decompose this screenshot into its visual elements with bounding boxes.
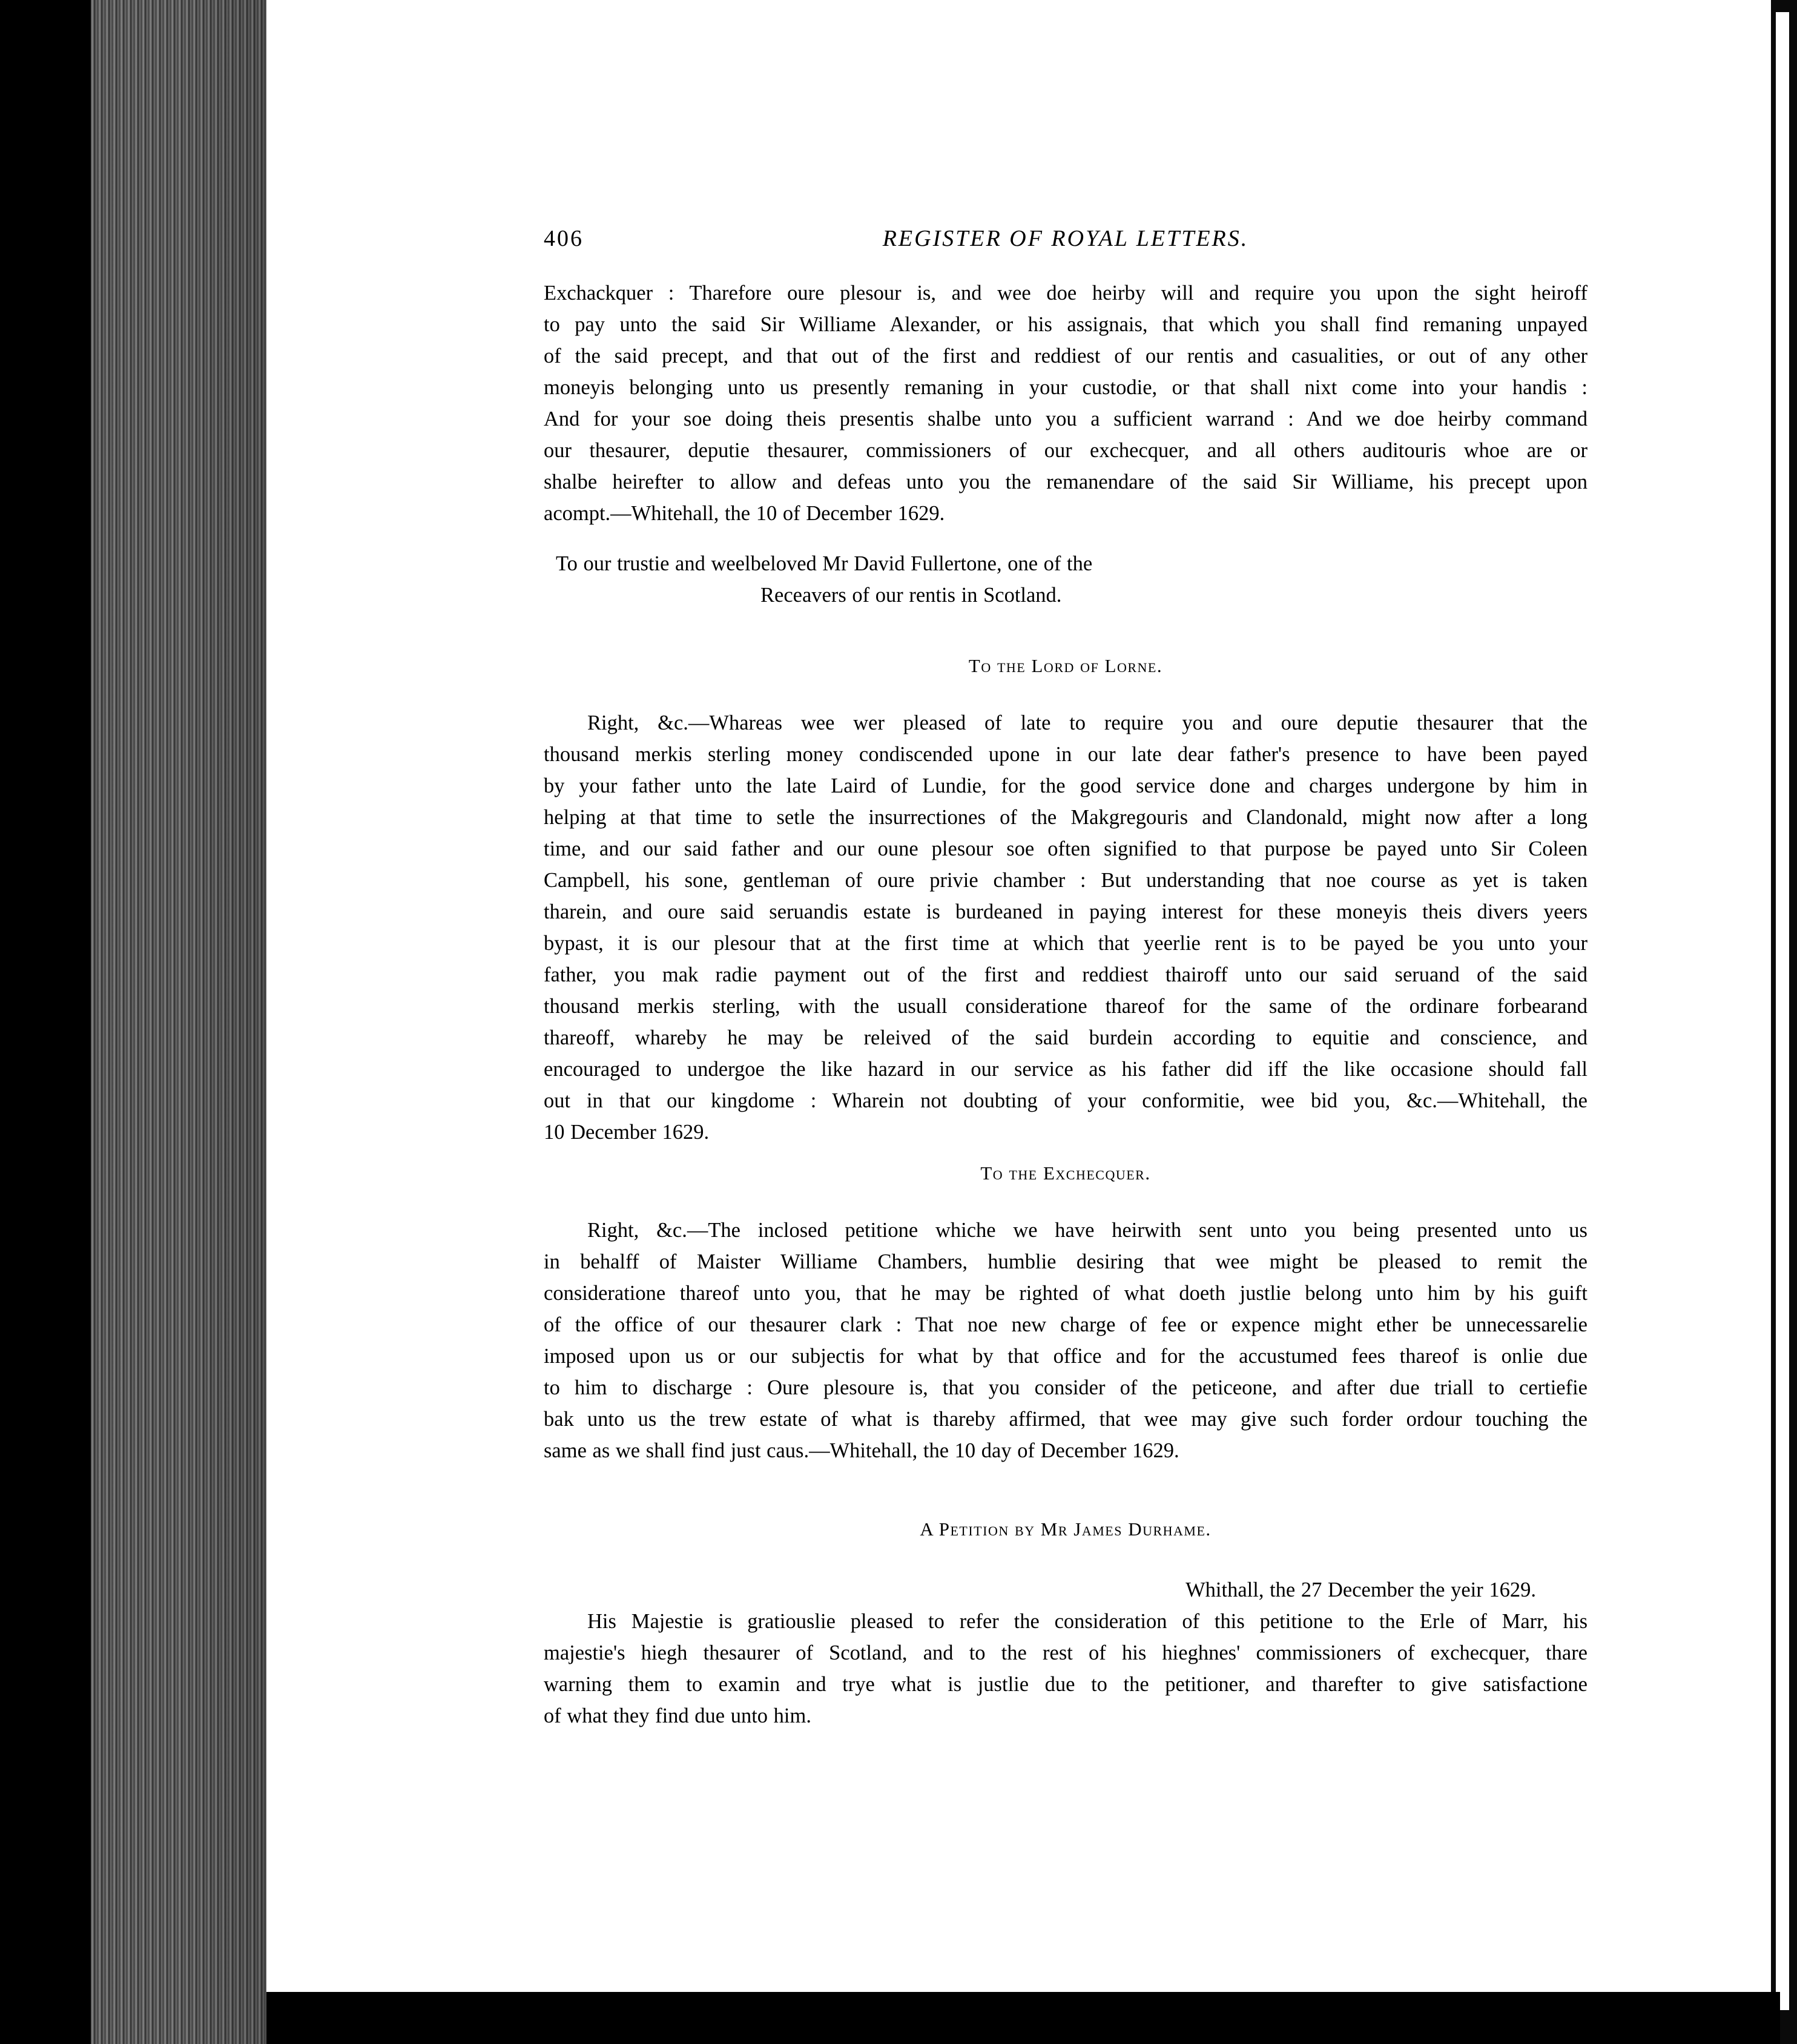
- petition-dateline: Whithall, the 27 December the yeir 1629.: [1185, 1578, 1536, 1601]
- book-edge-shadow: [182, 0, 272, 2044]
- letter2-heading: To the Lord of Lorne.: [968, 655, 1163, 676]
- letter1-address: [556, 548, 1282, 611]
- text-line: And for your soe doing theis presentis shalbe unto you a sufficient warrand : And we doe heirby command: [544, 407, 1588, 430]
- address-line-2: Receavers of our rentis in Scotland.: [760, 584, 1062, 607]
- text-line: of the said precept, and that out of the first and reddiest of our rentis and casualities, or out of any other: [544, 345, 1588, 368]
- running-title: REGISTER OF ROYAL LETTERS.: [882, 226, 1249, 251]
- running-head: [544, 225, 1588, 262]
- letter3-body: [544, 1215, 1588, 1466]
- text-line: thareoff, whareby he may be releived of the said burdein according to equitie and conscience, and: [544, 1026, 1588, 1049]
- letter2-body: [544, 707, 1588, 1148]
- text-line: Right, &c.—The inclosed petitione whiche we have heirwith sent unto you being presented unto us: [587, 1219, 1588, 1242]
- page-number: 406: [544, 226, 584, 251]
- text-line: by your father unto the late Laird of Lundie, for the good service done and charges undergone by him in: [544, 774, 1588, 797]
- text-line: imposed upon us or our subjectis for what by that office and for the accustumed fees thareof is onlie due: [544, 1345, 1588, 1368]
- address-line-1: To our trustie and weelbeloved Mr David Fullertone, one of the: [556, 552, 1093, 575]
- text-line: 10 December 1629.: [544, 1121, 710, 1144]
- text-line: of the office of our thesaurer clark : That noe new charge of fee or expence might ether be unnecessarelie: [544, 1313, 1588, 1336]
- text-line: tharein, and oure said seruandis estate is burdeaned in paying interest for these moneyis theis divers yeers: [544, 900, 1588, 923]
- letter1-body: [544, 277, 1588, 529]
- text-line: bypast, it is our plesour that at the first time at which that yeerlie rent is to be payed be you unto your: [544, 932, 1588, 955]
- text-line: thousand merkis sterling money condiscended upone in our late dear father's presence to have been payed: [544, 743, 1588, 766]
- text-line: time, and our said father and our oune plesour soe often signified to that purpose be payed unto Sir Coleen: [544, 837, 1588, 860]
- text-line: helping at that time to setle the insurrectiones of the Makgregouris and Clandonald, might now after a long: [544, 806, 1588, 829]
- text-line: father, you mak radie payment out of the first and reddiest thairoff unto our said seruand of the said: [544, 963, 1588, 986]
- text-line: of what they find due unto him.: [544, 1704, 811, 1727]
- text-line: acompt.—Whitehall, the 10 of December 1629.: [544, 502, 945, 525]
- text-line: majestie's hiegh thesaurer of Scotland, and to the rest of his hieghnes' commissioners of exchecquer, thare: [544, 1641, 1588, 1664]
- petition-dateline-wrap: [544, 1574, 1588, 1606]
- text-line: in behalff of Maister Williame Chambers, humblie desiring that wee might be pleased to remit the: [544, 1250, 1588, 1273]
- text-line: same as we shall find just caus.—Whitehall, the 10 day of December 1629.: [544, 1439, 1179, 1462]
- text-line: thousand merkis sterling, with the usuall consideratione thareof for the same of the ordinare forbearand: [544, 995, 1588, 1018]
- text-line: His Majestie is gratiouslie pleased to refer the consideration of this petitione to the Erle of Marr, his: [587, 1610, 1588, 1633]
- text-line: to him to discharge : Oure plesoure is, that you consider of the peticeone, and after due triall to certiefie: [544, 1376, 1588, 1399]
- text-line: bak unto us the trew estate of what is thareby affirmed, that wee may give such forder ordour touching the: [544, 1408, 1588, 1431]
- text-line: Exchackquer : Tharefore oure plesour is, and wee doe heirby will and require you upon the sight heiroff: [544, 282, 1588, 305]
- text-line: encouraged to undergoe the like hazard in our service as his father did iff the like occasione should fall: [544, 1058, 1588, 1081]
- text-line: to pay unto the said Sir Williame Alexander, or his assignais, that which you shall find remaning unpayed: [544, 313, 1588, 336]
- text-line: Campbell, his sone, gentleman of oure privie chamber : But understanding that noe course as yet is taken: [544, 869, 1588, 892]
- petition-body: [544, 1606, 1588, 1732]
- text-line: consideratione thareof unto you, that he may be righted of what doeth justlie belong unto him by his guift: [544, 1282, 1588, 1305]
- text-line: Right, &c.—Whareas wee wer pleased of late to require you and oure deputie thesaurer that the: [587, 711, 1588, 734]
- text-line: shalbe heirefter to allow and defeas unto you the remanendare of the said Sir Williame, his precept upon: [544, 470, 1588, 493]
- page-bottom-shadow: [266, 1992, 1780, 2044]
- letter3-heading: To the Exchecquer.: [980, 1162, 1151, 1184]
- text-line: warning them to examin and trye what is justlie due to the petitioner, and tharefter to give satisfactione: [544, 1673, 1588, 1696]
- text-line: our thesaurer, deputie thesaurer, commissioners of our exchecquer, and all others auditouris whoe are or: [544, 439, 1588, 462]
- next-page-edge: [1776, 12, 1789, 2010]
- text-line: moneyis belonging unto us presently remaning in your custodie, or that shall nixt come into your handis :: [544, 376, 1588, 399]
- petition-heading: A Petition by Mr James Durhame.: [920, 1518, 1212, 1540]
- text-line: out in that our kingdome : Wharein not doubting of your conformitie, wee bid you, &c.—Whitehall, the: [544, 1089, 1588, 1112]
